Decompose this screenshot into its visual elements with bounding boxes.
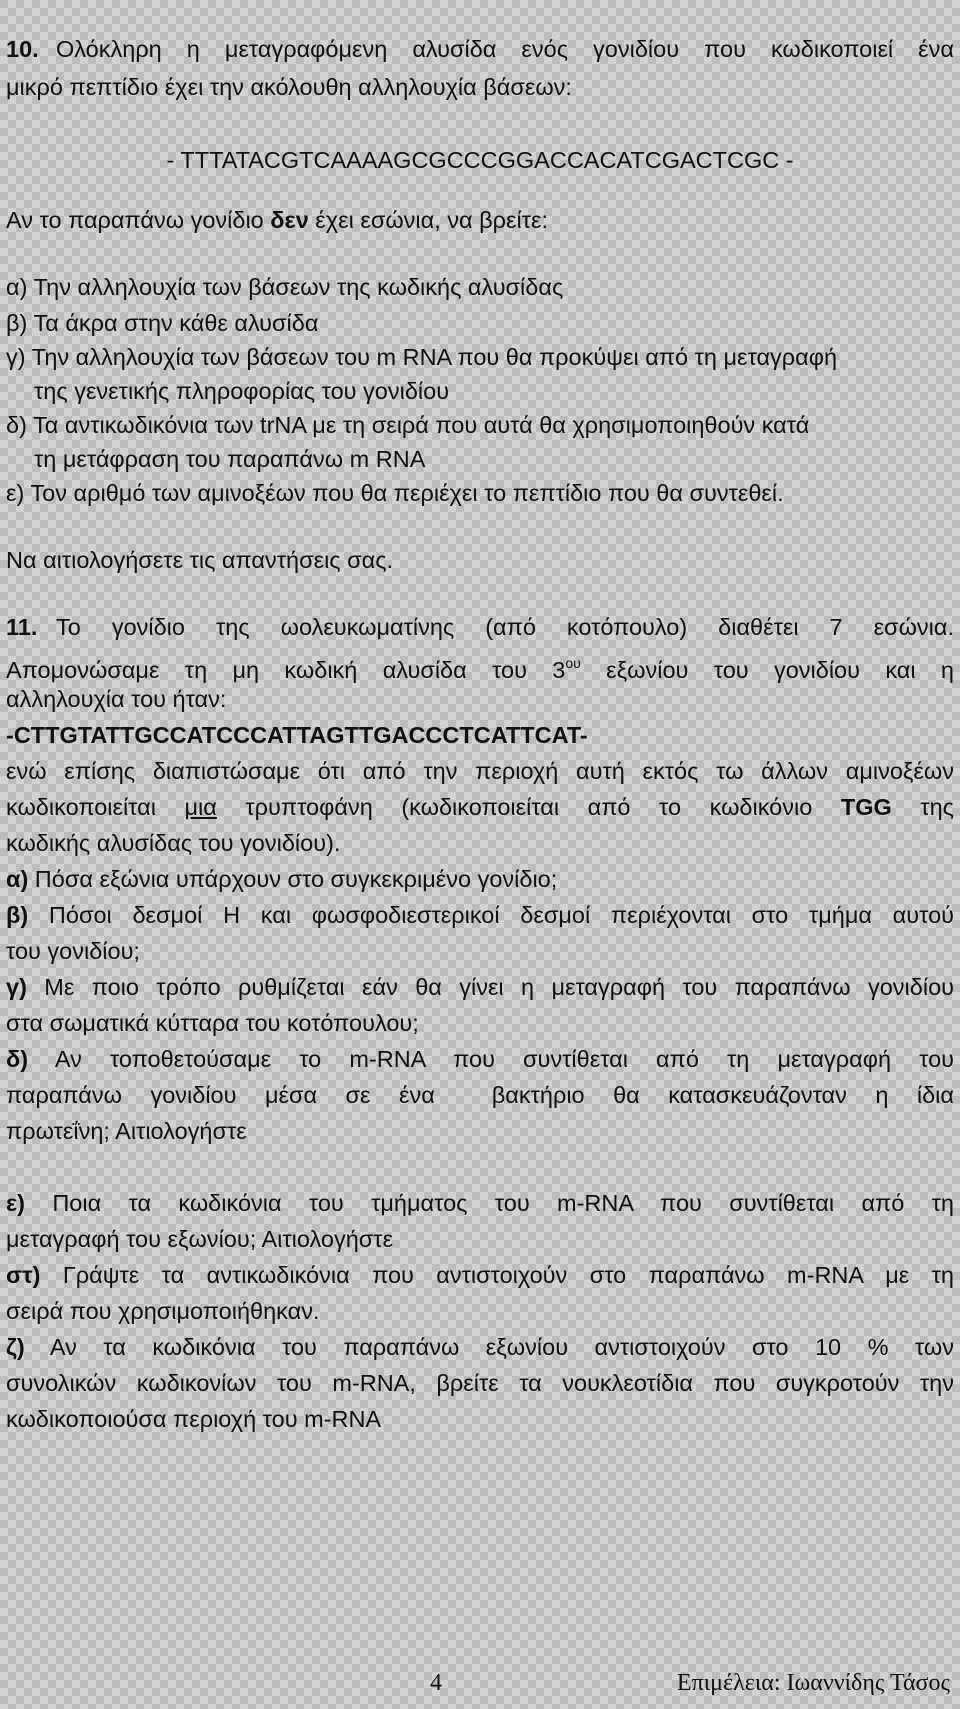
q11-question-f-line-2: σειρά που χρησιμοποιήθηκαν.	[6, 1298, 320, 1324]
q11-underlined-word: μια	[184, 794, 217, 820]
q11-question-f-line-1: στ) Γράψτε τα αντικωδικόνια που αντιστοιχούν στο παραπάνω m-RNA με τη	[6, 1262, 954, 1288]
q11-question-g-line-1: ζ) Αν τα κωδικόνια του παραπάνω εξωνίου αντιστοιχούν στο 10 % των	[6, 1334, 954, 1360]
q10-number: 10.	[6, 36, 39, 62]
q10-item-d-line-1: δ) Τα αντικωδικόνια των trNA με τη σειρά που αυτά θα χρησιμοποιηθούν κατά	[6, 412, 810, 438]
q10-item-a: α) Την αλληλουχία των βάσεων της κωδικής αλυσίδας	[6, 274, 564, 300]
q11-line-6: κωδικοποιείται μια τρυπτοφάνη (κωδικοποιείται από το κωδικόνιο TGG της	[6, 794, 954, 820]
q10-intro-text: Ολόκληρη η μεταγραφόμενη αλυσίδα ενός γονιδίου που κωδικοποιεί ένα	[56, 36, 954, 62]
q11-line-5: ενώ επίσης διαπιστώσαμε ότι από την περιοχή αυτή εκτός τω άλλων αμινοξέων	[6, 758, 954, 784]
q11-superscript: ου	[565, 655, 581, 671]
q10-item-e: ε) Τον αριθμό των αμινοξέων που θα περιέχει το πεπτίδιο που θα συντεθεί.	[6, 480, 784, 506]
q11-question-e-line-1: ε) Ποια τα κωδικόνια του τμήματος του m-RNA που συντίθεται από τη	[6, 1190, 954, 1216]
q11-line-2: Απομονώσαμε τη μη κωδική αλυσίδα του $3^{o\upsilon}$ εξωνίου του γονιδίου και η	[6, 655, 954, 683]
q11-question-b-line-2: του γονιδίου;	[6, 938, 140, 964]
q10-intro-line-1	[6, 34, 954, 64]
q11-question-c-line-2: στα σωματικά κύτταρα του κοτόπουλου;	[6, 1010, 419, 1036]
q11-line-7: κωδικής αλυσίδας του γονιδίου).	[6, 830, 341, 856]
q11-question-g-line-3: κωδικοποιούσα περιοχή του m-RNA	[6, 1406, 382, 1432]
q10-dna-sequence: - TTTATACGTCAAAAGCGCCCGGACCACATCGACTCGC -	[166, 147, 794, 173]
q11-line-3: αλληλουχία του ήταν:	[6, 686, 227, 712]
q11-question-d-line-2: παραπάνω γονιδίου μέσα σε ένα βακτήριο θα κατασκευάζονταν η ίδια	[6, 1082, 954, 1108]
q11-question-c-line-1: γ) Με ποιο τρόπο ρυθμίζεται εάν θα γίνει η μεταγραφή του παραπάνω γονιδίου	[6, 974, 954, 1000]
q11-question-g-line-2: συνολικών κωδικονίων του m-RNA, βρείτε τα νουκλεοτίδια που συγκροτούν την	[6, 1370, 954, 1396]
q11-line-1	[6, 612, 954, 642]
q11-codon: TGG	[840, 794, 892, 820]
q11-number: 11.	[6, 614, 38, 640]
q10-intro-line-2: μικρό πεπτίδιο έχει την ακόλουθη αλληλουχία βάσεων:	[6, 74, 572, 100]
q11-question-b-line-1: β) Πόσοι δεσμοί Η και φωσφοδιεστερικοί δεσμοί περιέχονται στο τμήμα αυτού	[6, 902, 954, 928]
q10-condition: Αν το παραπάνω γονίδιο δεν έχει εσώνια, να βρείτε:	[6, 207, 549, 233]
q11-question-d-line-3: πρωτεΐνη; Αιτιολογήστε	[6, 1118, 247, 1144]
q10-item-c-line-1: γ) Την αλληλουχία των βάσεων του m RNA που θα προκύψει από τη μεταγραφή	[6, 344, 838, 370]
footer-author: Επιμέλεια: Ιωαννίδης Τάσος	[676, 1670, 950, 1696]
q10-item-d-line-2: τη μετάφραση του παραπάνω m RNA	[34, 446, 426, 472]
q10-item-b: β) Τα άκρα στην κάθε αλυσίδα	[6, 310, 319, 336]
q11-intro-text: Το γονίδιο της ωολευκωματίνης (από κοτόπουλο) διαθέτει 7 εσώνια.	[56, 614, 954, 640]
q10-condition-emphasis: δεν	[270, 207, 309, 233]
page-number: 4	[430, 1670, 442, 1696]
q11-question-a: α) Πόσα εξώνια υπάρχουν στο συγκεκριμένο γονίδιο;	[6, 866, 558, 892]
q10-justify-note: Να αιτιολογήσετε τις απαντήσεις σας.	[6, 547, 394, 573]
q11-question-d-line-1: δ) Αν τοποθετούσαμε το m-RNA που συντίθεται από τη μεταγραφή του	[6, 1046, 954, 1072]
q11-question-e-line-2: μεταγραφή του εξωνίου; Αιτιολογήστε	[6, 1226, 394, 1252]
q10-item-c-line-2: της γενετικής πληροφορίας του γονιδίου	[34, 378, 450, 404]
q11-dna-sequence: -CTTGTATTGCCATCCCATTAGTTGACCCTCATTCAT-	[6, 722, 588, 748]
